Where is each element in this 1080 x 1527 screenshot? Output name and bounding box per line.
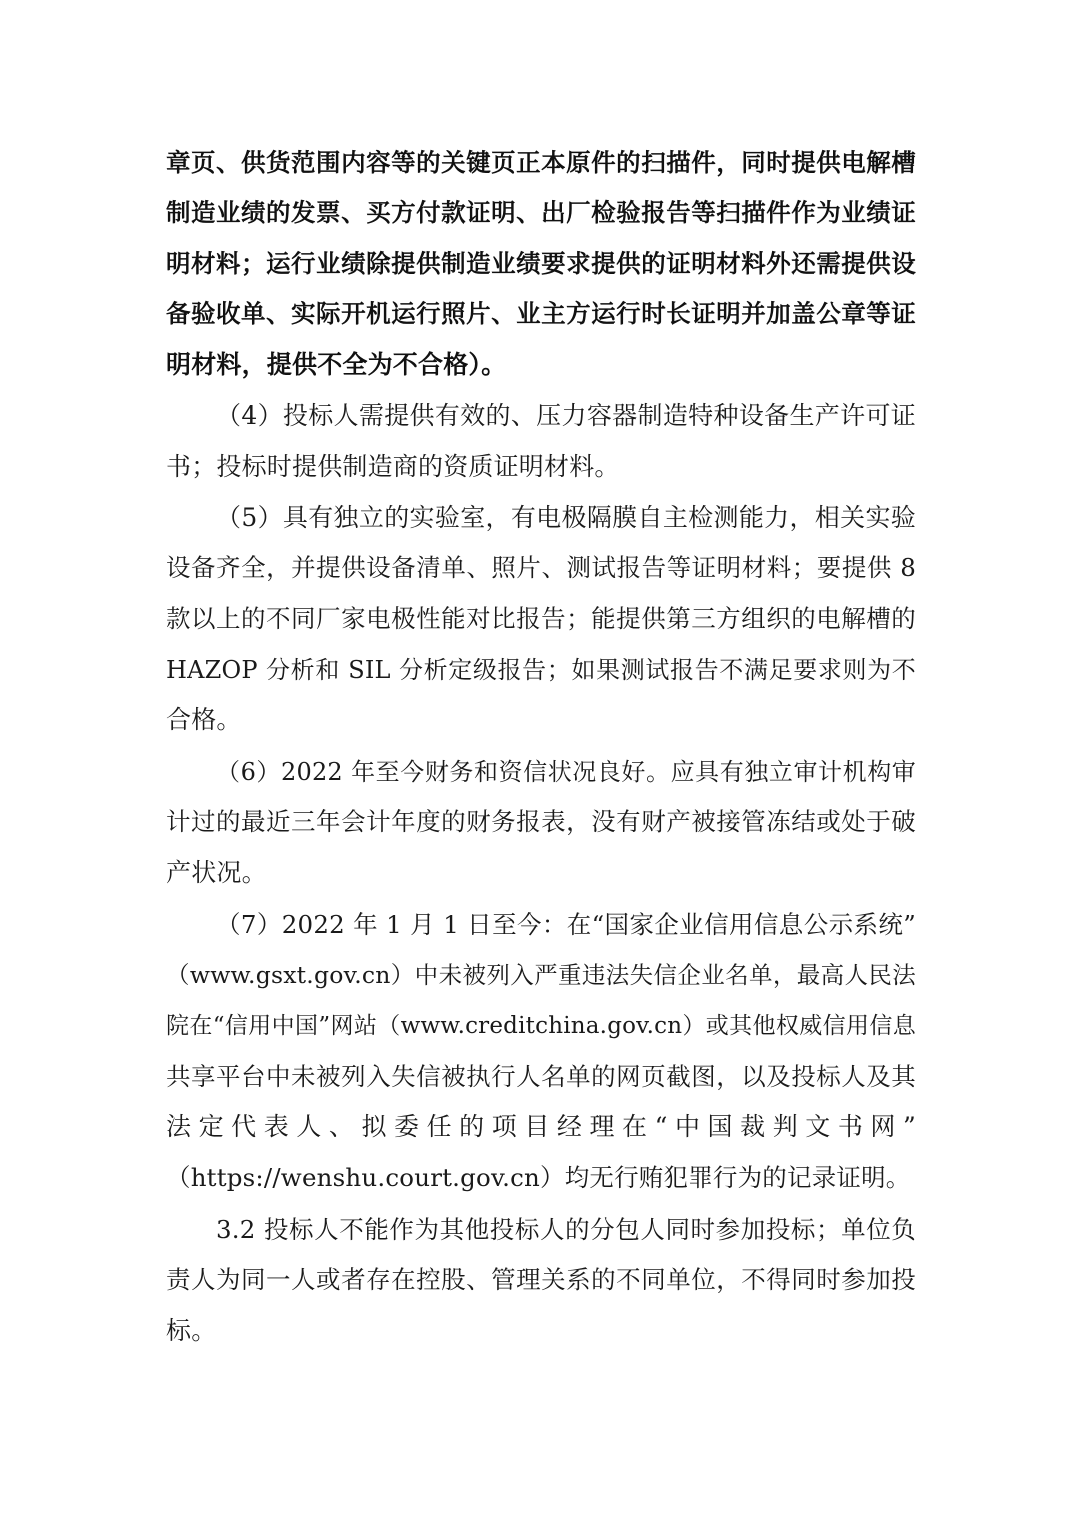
item-7-line: 法定代表人、拟委任的项目经理在“中国裁判文书网” bbox=[166, 1112, 916, 1141]
paragraph-line: 明材料；运行业绩除提供制造业绩要求提供的证明材料外还需提供设 bbox=[166, 249, 916, 278]
item-7-line: 院在“信用中国”网站（www.creditchina.gov.cn）或其他权威信用信息 bbox=[166, 1013, 916, 1039]
item-7-line: （7）2022 年 1 月 1 日至今：在“国家企业信用信息公示系统” bbox=[216, 910, 916, 939]
item-5-line: 款以上的不同厂家电极性能对比报告；能提供第三方组织的电解槽的 bbox=[166, 604, 916, 633]
item-7-line: （https://wenshu.court.gov.cn）均无行贿犯罪行为的记录证明。 bbox=[166, 1163, 911, 1192]
paragraph-line: 制造业绩的发票、买方付款证明、出厂检验报告等扫描件作为业绩证 bbox=[166, 198, 916, 227]
item-4-line: （4）投标人需提供有效的、压力容器制造特种设备生产许可证 bbox=[216, 401, 916, 430]
item-4-line: 书；投标时提供制造商的资质证明材料。 bbox=[166, 452, 620, 481]
item-3-2-line: 标。 bbox=[166, 1316, 217, 1345]
item-3-2-line: 3.2 投标人不能作为其他投标人的分包人同时参加投标；单位负 bbox=[216, 1215, 916, 1244]
item-6-line: （6）2022 年至今财务和资信状况良好。应具有独立审计机构审 bbox=[216, 758, 916, 786]
item-5-line: 合格。 bbox=[166, 705, 242, 734]
item-5-line: 设备齐全，并提供设备清单、照片、测试报告等证明材料；要提供 8 bbox=[166, 553, 916, 582]
item-5-line: （5）具有独立的实验室，有电极隔膜自主检测能力，相关实验 bbox=[216, 503, 916, 532]
item-5-line: HAZOP 分析和 SIL 分析定级报告；如果测试报告不满足要求则为不 bbox=[166, 656, 916, 684]
item-3-2-line: 责人为同一人或者存在控股、管理关系的不同单位，不得同时参加投 bbox=[166, 1265, 916, 1294]
paragraph-line: 备验收单、实际开机运行照片、业主方运行时长证明并加盖公章等证 bbox=[166, 299, 916, 328]
item-6-line: 计过的最近三年会计年度的财务报表，没有财产被接管冻结或处于破 bbox=[166, 807, 916, 836]
paragraph-line: 章页、供货范围内容等的关键页正本原件的扫描件，同时提供电解槽 bbox=[166, 148, 916, 177]
paragraph-line: 明材料，提供不全为不合格）。 bbox=[166, 350, 507, 379]
item-7-line: （www.gsxt.gov.cn）中未被列入严重违法失信企业名单，最高人民法 bbox=[166, 961, 916, 989]
item-6-line: 产状况。 bbox=[166, 858, 267, 887]
item-7-line: 共享平台中未被列入失信被执行人名单的网页截图，以及投标人及其 bbox=[166, 1062, 916, 1091]
